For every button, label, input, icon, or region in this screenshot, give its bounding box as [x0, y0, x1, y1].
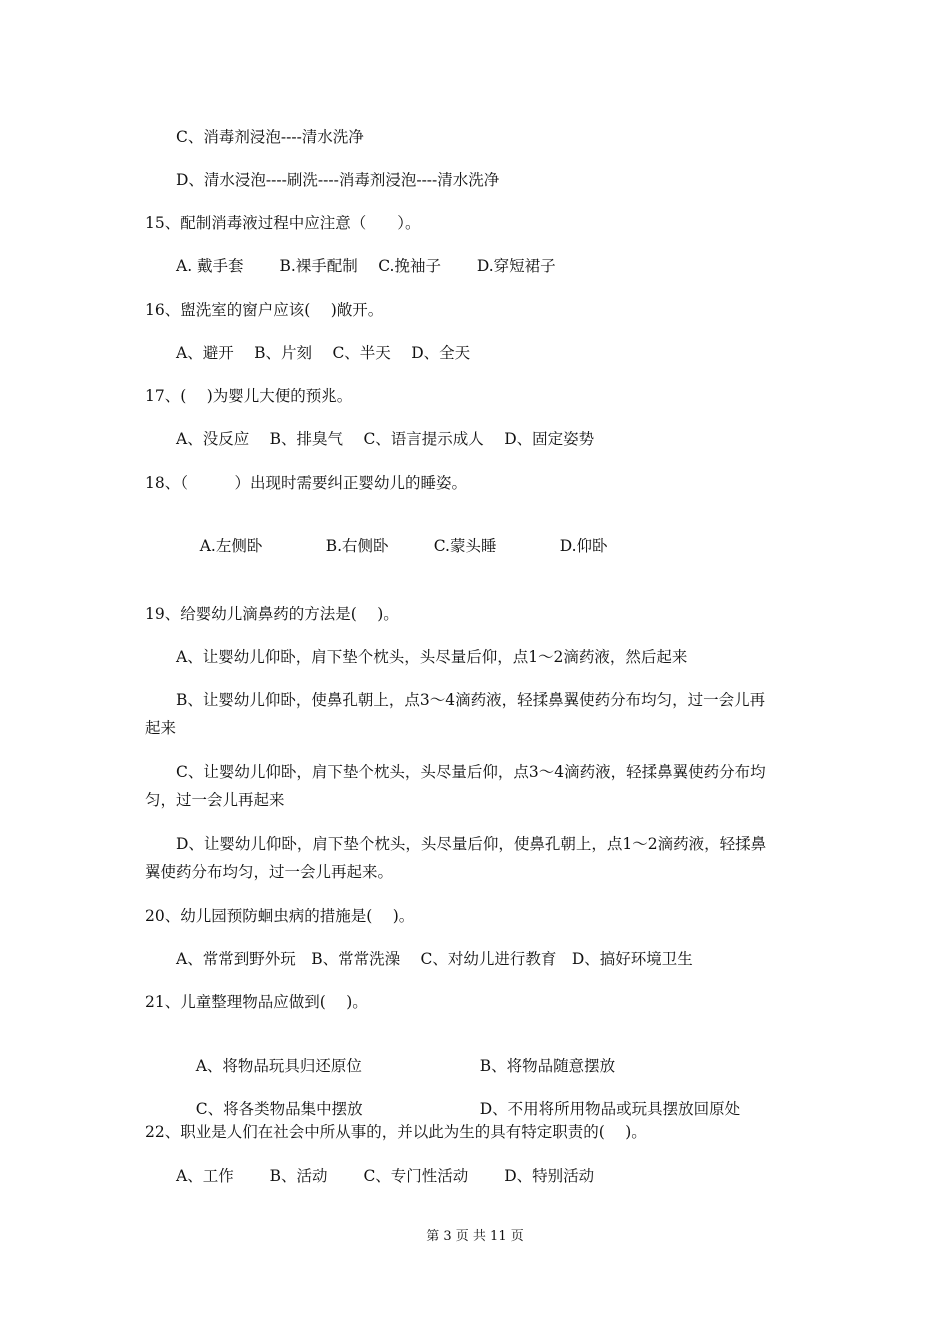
- q14-option-d: D、清水浸泡----刷洗----消毒剂浸泡----清水洗净: [176, 171, 500, 189]
- q18-option-c: C.蒙头睡: [433, 537, 497, 555]
- q19-option-c: C、让婴幼儿仰卧，肩下垫个枕头，头尽量后仰，点3～4滴药液，轻揉鼻翼使药分布均: [176, 763, 766, 781]
- question-16-options: A、避开 B、片刻 C、半天 D、全天: [176, 344, 471, 362]
- question-18-options: [180, 516, 608, 576]
- q19-option-c-cont: 匀，过一会儿再起来: [145, 791, 285, 809]
- q21-option-b: B、将物品随意摆放: [479, 1057, 616, 1075]
- question-15: 15、配制消毒液过程中应注意（ ）。: [145, 214, 421, 232]
- page-footer: 第 3 页 共 11 页: [426, 1229, 524, 1244]
- q21-option-c: C、将各类物品集中摆放: [195, 1100, 363, 1118]
- question-17-options: A、没反应 B、排臭气 C、语言提示成人 D、固定姿势: [176, 430, 595, 448]
- q18-option-d: D.仰卧: [559, 537, 608, 555]
- q19-option-b: B、让婴幼儿仰卧，使鼻孔朝上，点3～4滴药液，轻揉鼻翼使药分布均匀，过一会儿再: [176, 691, 766, 709]
- question-19: 19、给婴幼儿滴鼻药的方法是( )。: [145, 605, 399, 623]
- q21-option-d: D、不用将所用物品或玩具摆放回原处: [479, 1100, 741, 1118]
- question-20: 20、幼儿园预防蛔虫病的措施是( )。: [145, 907, 415, 925]
- q14-option-c: C、消毒剂浸泡----清水洗净: [176, 128, 364, 146]
- question-15-options: A. 戴手套 B.裸手配制 C.挽袖子 D.穿短裙子: [176, 257, 556, 275]
- q19-option-b-cont: 起来: [145, 719, 177, 737]
- question-17: 17、( )为婴儿大便的预兆。: [145, 387, 353, 405]
- question-22-options: A、工作 B、活动 C、专门性活动 D、特别活动: [176, 1167, 595, 1185]
- question-16: 16、盥洗室的窗户应该( )敞开。: [145, 301, 384, 319]
- q19-option-a: A、让婴幼儿仰卧，肩下垫个枕头，头尽量后仰，点1～2滴药液，然后起来: [176, 648, 688, 666]
- question-20-options: A、常常到野外玩 B、常常洗澡 C、对幼儿进行教育 D、搞好环境卫生: [176, 950, 693, 968]
- question-22: 22、职业是人们在社会中所从事的，并以此为生的具有特定职责的( )。: [145, 1123, 647, 1141]
- question-21: 21、儿童整理物品应做到( )。: [145, 993, 368, 1011]
- q21-option-a: A、将物品玩具归还原位: [195, 1057, 362, 1075]
- question-18: 18、（ ）出现时需要纠正婴幼儿的睡姿。: [145, 474, 467, 492]
- q18-option-a: A.左侧卧: [199, 537, 263, 555]
- q18-option-b: B.右侧卧: [325, 537, 389, 555]
- q19-option-d: D、让婴幼儿仰卧，肩下垫个枕头，头尽量后仰，使鼻孔朝上，点1～2滴药液，轻揉鼻: [176, 835, 767, 853]
- q19-option-d-cont: 翼使药分布均匀，过一会儿再起来。: [145, 863, 394, 881]
